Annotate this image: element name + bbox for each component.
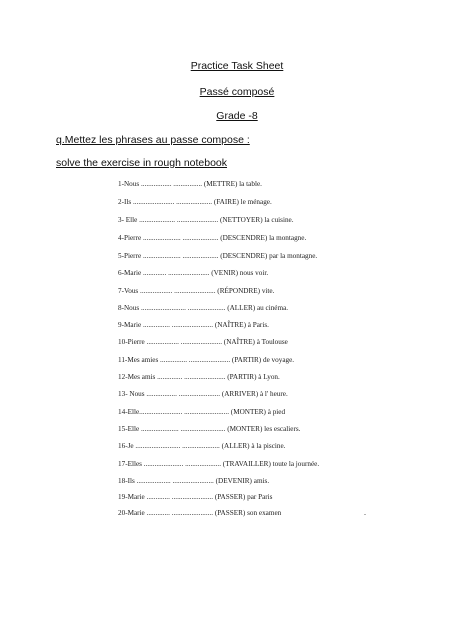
sheet-title-line — [0, 60, 474, 72]
exercise-item: 7-Vous .................. ....................... (RÉPONDRE) vite. — [118, 287, 275, 295]
exercise-item: 6-Marie ............. ....................... (VENIR) nous voir. — [118, 269, 269, 277]
sheet-subtitle: Passé composé — [199, 86, 275, 98]
exercise-item: 9-Marie ............... ....................... (NAÎTRE) à Paris. — [118, 321, 269, 329]
exercise-item: 14-Elle........................ ......................... (MONTER) à pied — [118, 408, 286, 416]
exercise-item: 11-Mes amies ............... ....................... (PARTIR) de voyage. — [118, 356, 295, 364]
exercise-item: 17-Elles ...................... .................... (TRAVAILLER) toute la journée. — [118, 460, 320, 468]
exercise-item: 19-Marie ............. ....................... (PASSER) par Paris — [118, 493, 273, 501]
exercise-item: 3- Elle .................... ....................... (NETTOYER) la cuisine. — [118, 216, 294, 224]
exercise-item: 16-Je ......................... ..................... (ALLER) à la piscine. — [118, 442, 286, 450]
exercise-item: 8-Nous ......................... ..................... (ALLER) au cinéma. — [118, 304, 289, 312]
exercise-item: 2-Ils ....................... .................... (FAIRE) le ménage. — [118, 198, 272, 206]
exercise-item: 15-Elle ..................... ......................... (MONTER) les escaliers. — [118, 425, 301, 433]
exercise-item: 18-Ils ................... ....................... (DEVENIR) amis. — [118, 477, 270, 485]
sheet-title: Practice Task Sheet — [190, 60, 284, 72]
exercise-item: 13- Nous ................. ....................... (ARRIVER) à l' heure. — [118, 390, 288, 398]
exercise-item: 1-Nous ................. ................ (METTRE) la table. — [118, 180, 262, 188]
instruction-note: solve the exercise in rough notebook — [56, 157, 228, 169]
instruction-question: q.Mettez les phrases au passe compose : — [56, 134, 250, 146]
exercise-item: 12-Mes amis .............. ....................... (PARTIR) à Lyon. — [118, 373, 280, 381]
sheet-subtitle-line — [0, 86, 474, 98]
exercise-item: 20-Marie ............. ....................... (PASSER) son examen — [118, 509, 282, 517]
exercise-item: 5-Pierre ..................... .................... (DESCENDRE) par la montagne. — [118, 252, 318, 260]
exercise-item: 10-Pierre .................. ....................... (NAÎTRE) à Toulouse — [118, 338, 288, 346]
sheet-grade-line — [0, 110, 474, 122]
exercise-item: 4-Pierre ..................... .................... (DESCENDRE) la montagne. — [118, 234, 307, 242]
sheet-grade: Grade -8 — [216, 110, 258, 122]
trailing-dot: . — [364, 508, 366, 517]
